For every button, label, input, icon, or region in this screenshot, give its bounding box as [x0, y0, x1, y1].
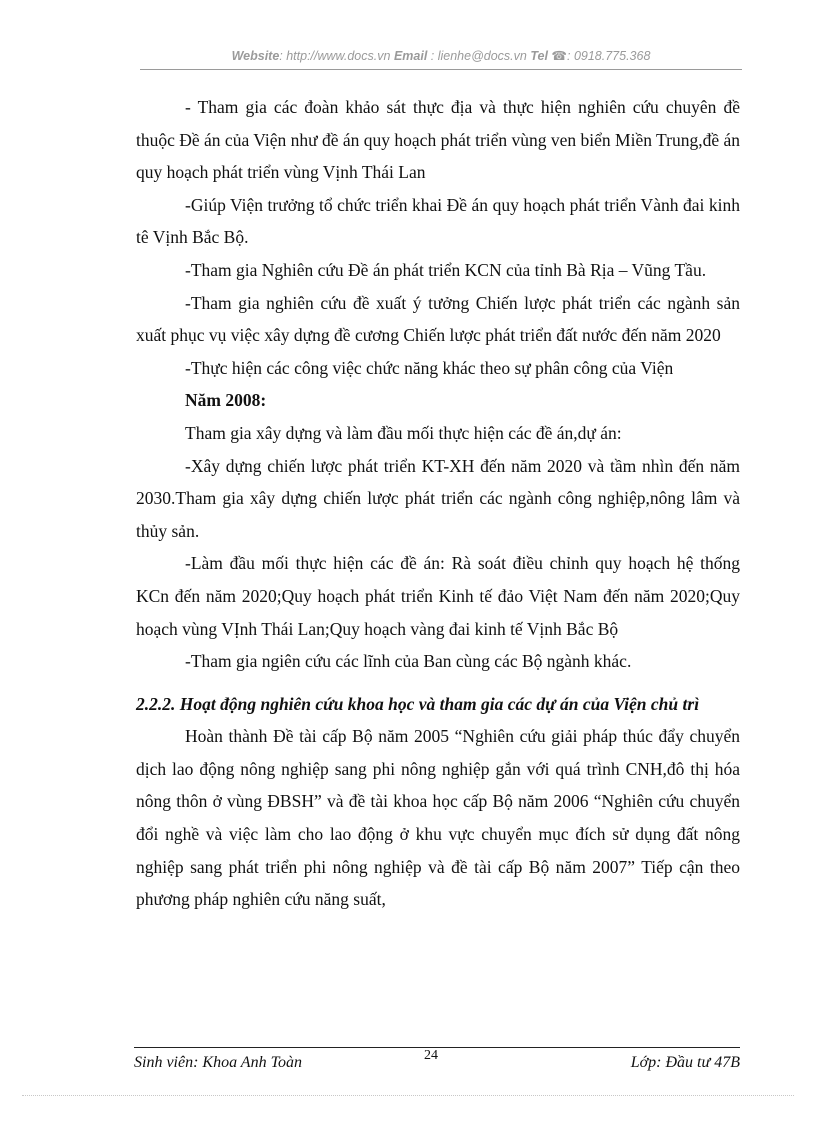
- tel-value: ☎: 0918.775.368: [547, 49, 651, 63]
- website-value: : http://www.docs.vn: [279, 49, 391, 63]
- tel-label: Tel: [530, 49, 548, 63]
- paragraph: -Tham gia nghiên cứu đề xuất ý tưởng Chiến lược phát triển các ngành sản xuất phục vụ việc xây dựng đề cương Chiến lược phát triển đất nước đến năm 2020: [136, 292, 740, 346]
- year-heading: Năm 2008:: [185, 390, 267, 411]
- page-footer: [134, 1047, 740, 1080]
- footer-student: Sinh viên: Khoa Anh Toàn: [134, 1054, 303, 1071]
- section-heading: 2.2.2. Hoạt động nghiên cứu khoa học và tham gia các dự án của Viện chủ trì: [136, 693, 700, 714]
- page-number: 24: [424, 1048, 438, 1063]
- paragraph: -Tham gia ngiên cứu các lĩnh của Ban cùng các Bộ ngành khác.: [185, 651, 632, 672]
- email-label: Email: [393, 49, 428, 63]
- page-header: [140, 47, 742, 70]
- paragraph: -Xây dựng chiến lược phát triển KT-XH đến năm 2020 và tầm nhìn đến năm 2030.Tham gia xây dựng chiến lược phát triển các ngành công nghiệp,nông lâm và thủy sản.: [136, 455, 740, 541]
- paragraph: Tham gia xây dựng và làm đầu mối thực hiện các đề án,dự án:: [185, 422, 622, 443]
- document-body: [136, 91, 740, 916]
- footer-class: Lớp: Đầu tư 47B: [630, 1054, 740, 1071]
- paragraph: -Tham gia Nghiên cứu Đề án phát triển KCN của tỉnh Bà Rịa – Vũng Tầu.: [185, 259, 707, 280]
- bottom-divider: [22, 1095, 794, 1096]
- paragraph: Hoàn thành Đề tài cấp Bộ năm 2005 “Nghiên cứu giải pháp thúc đẩy chuyển dịch lao động nông nghiệp sang phi nông nghiệp gắn với quá trình CNH,đô thị hóa nông thôn ở vùng ĐBSH” và đề tài khoa học cấp Bộ năm 2006 “Nghiên cứu chuyển đổi nghề và việc làm cho lao động ở khu vực chuyển mục đích sử dụng đất nông nghiệp sang phát triển phi nông nghiệp và đề tài cấp Bộ năm 2007” Tiếp cận theo phương pháp nghiên cứu năng suất,: [136, 726, 740, 910]
- website-label: Website: [231, 49, 280, 63]
- paragraph: -Thực hiện các công việc chức năng khác theo sự phân công của Viện: [185, 357, 674, 378]
- paragraph: -Giúp Viện trưởng tổ chức triển khai Đề án quy hoạch phát triển Vành đai kinh tê Vịnh Bắc Bộ.: [136, 194, 740, 248]
- paragraph: -Làm đầu mối thực hiện các đề án: Rà soát điều chỉnh quy hoạch hệ thống KCn đến năm 2020;Quy hoạch phát triển Kinh tế đảo Việt Nam đến năm 2020;Quy hoạch vùng VỊnh Thái Lan;Quy hoạch vàng đai kinh tế Vịnh Bắc Bộ: [136, 553, 740, 639]
- paragraph: - Tham gia các đoàn khảo sát thực địa và thực hiện nghiên cứu chuyên đề thuộc Đề án của Viện như đề án quy hoạch phát triển vùng ven biển Miền Trung,đề án quy hoạch phát triển vùng Vịnh Thái Lan: [136, 97, 740, 183]
- email-value: : lienhe@docs.vn: [427, 49, 527, 63]
